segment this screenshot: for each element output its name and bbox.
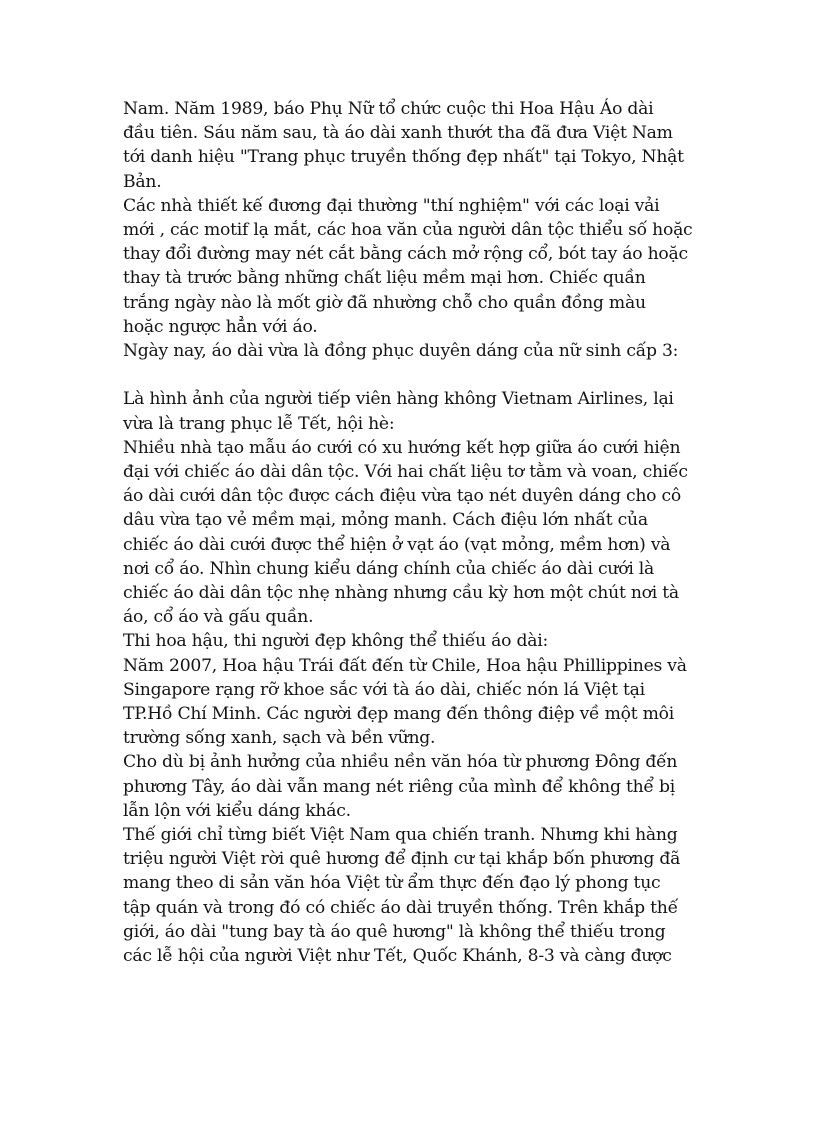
paragraph-cultural-influence: Cho dù bị ảnh hưởng của nhiều nền văn hóa từ phương Đông đến phương Tây, áo dài vẫn mang nét riêng của mình để không thể bị lẫn lộn với kiểu dáng khác. — [123, 752, 678, 821]
paragraph-flight-attendant: Là hình ảnh của người tiếp viên hàng không Vietnam Airlines, lại vừa là trang phục lễ Tết, hội hè: — [123, 389, 674, 434]
paragraph-wedding-dress: Nhiều nhà tạo mẫu áo cưới có xu hướng kết hợp giữa áo cưới hiện đại với chiếc áo dài dân tộc. Với hai chất liệu tơ tằm và voan, chiếc áo dài cưới dân tộc được cách điệu vừa tạo nét duyên dáng cho cô dâu vừa tạo vẻ mềm mại, mỏng manh. Cách điệu lớn nhất của chiếc áo dài cưới được thể hiện ở vạt áo (vạt mỏng, mềm hơn) và nơi cổ áo. Nhìn chung kiểu dáng chính của chiếc áo dài cưới là chiếc áo dài dân tộc nhẹ nhàng nhưng cầu kỳ hơn một chút nơi tà áo, cổ áo và gấu quần. — [123, 437, 688, 628]
document-body — [123, 97, 703, 968]
paragraph-designers: Các nhà thiết kế đương đại thường "thí nghiệm" với các loại vải mới , các motif lạ mắt, các hoa văn của người dân tộc thiểu số hoặc thay đổi đường may nét cắt bằng cách mở rộng cổ, bót tay áo hoặc thay tà trước bằng những chất liệu mềm mại hơn. Chiếc quần trắng ngày nào là mốt giờ đã nhường chỗ cho quần đồng màu hoặc ngược hẳn với áo. — [123, 195, 693, 337]
paragraph-diaspora: Thế giới chỉ từng biết Việt Nam qua chiến tranh. Nhưng khi hàng triệu người Việt rời quê hương để định cư tại khắp bốn phương đã mang theo di sản văn hóa Việt từ ẩm thực đến đạo lý phong tục tập quán và trong đó có chiếc áo dài truyền thống. Trên khắp thế giới, áo dài "tung bay tà áo quê hương" là không thể thiếu trong các lễ hội của người Việt như Tết, Quốc Khánh, 8-3 và càng được — [123, 825, 681, 967]
paragraph-gap — [123, 363, 703, 387]
paragraph-miss-earth-2007: Năm 2007, Hoa hậu Trái đất đến từ Chile, Hoa hậu Phillippines và Singapore rạng rỡ khoe sắc với tà áo dài, chiếc nón lá Việt tại TP.Hồ Chí Minh. Các người đẹp mang đến thông điệp về một môi trường sống xanh, sạch và bền vững. — [123, 655, 687, 749]
paragraph-ao-dai-contest: Nam. Năm 1989, báo Phụ Nữ tổ chức cuộc thi Hoa Hậu Áo dài đầu tiên. Sáu năm sau, tà áo dài xanh thướt tha đã đưa Việt Nam tới danh hiệu "Trang phục truyền thống đẹp nhất" tại Tokyo, Nhật Bản. — [123, 99, 684, 192]
paragraph-school-uniform: Ngày nay, áo dài vừa là đồng phục duyên dáng của nữ sinh cấp 3: — [123, 341, 679, 362]
paragraph-beauty-contest: Thi hoa hậu, thi người đẹp không thể thiếu áo dài: — [123, 631, 549, 652]
